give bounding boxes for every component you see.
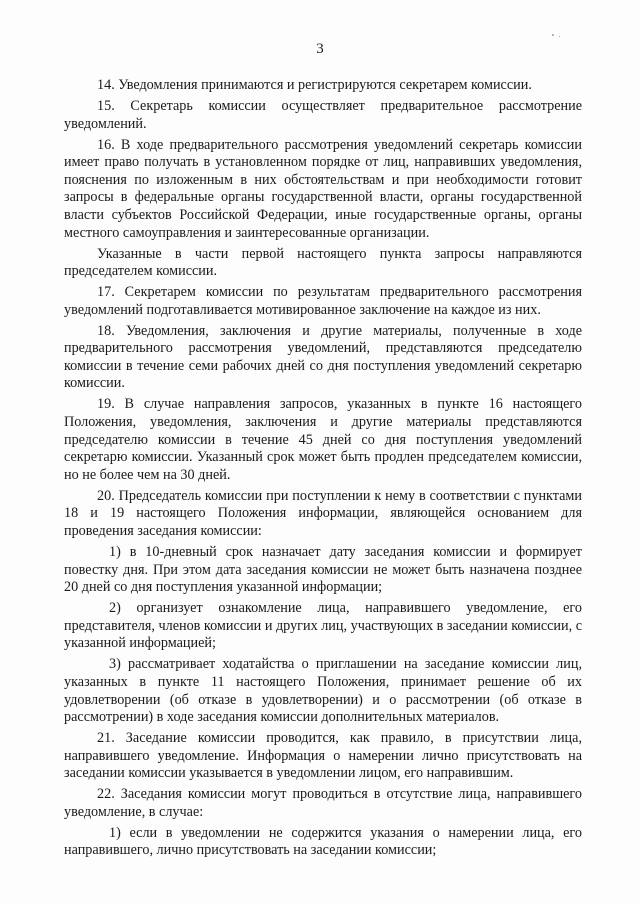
paragraph-16-part-2: Указанные в части первой настоящего пункта запросы направляются председателем комиссии.	[64, 245, 582, 280]
paragraph-17: 17. Секретарем комиссии по результатам предварительного рассмотрения уведомлений подготавливается мотивированное заключение на каждое из них.	[64, 284, 582, 318]
scan-speck	[552, 34, 554, 36]
paragraph-15: 15. Секретарь комиссии осуществляет предварительное рассмотрение уведомлений.	[64, 97, 582, 132]
paragraph-14: 14. Уведомления принимаются и регистрируются секретарем комиссии.	[97, 77, 532, 93]
page-number: 3	[316, 41, 324, 57]
scan-speck	[559, 36, 560, 37]
paragraph-20-item-2: 2) организует ознакомление лица, направившего уведомление, его представителя, членов комиссии и других лиц, участвующих в заседании комиссии, с указанной информацией;	[64, 600, 582, 652]
paragraph-21: 21. Заседание комиссии проводится, как правило, в присутствии лица, направившего уведомление. Информация о намерении лично присутствовать на заседании комиссии указывается в уведомлении лицом, его направившим.	[64, 730, 582, 782]
paragraph-16: 16. В ходе предварительного рассмотрения уведомлений секретарь комиссии имеет право получать в установленном порядке от лиц, направивших уведомления, пояснения по изложенным в них обстоятельствам и при необходимости готовит запросы в федеральные органы государственной власти, органы государственной власти субъектов Российской Федерации, иные государственные органы, органы местного самоуправления и заинтересованные организации.	[64, 136, 582, 241]
paragraph-18: 18. Уведомления, заключения и другие материалы, полученные в ходе предварительного рассмотрения уведомлений, представляются председателю комиссии в течение семи рабочих дней со дня поступления уведомлений секретарю комиссии.	[64, 322, 582, 392]
paragraph-22-item-1: 1) если в уведомлении не содержится указания о намерении лица, его направившего, лично присутствовать на заседании комиссии;	[64, 824, 582, 859]
document-body	[64, 77, 582, 863]
paragraph-19: 19. В случае направления запросов, указанных в пункте 16 настоящего Положения, уведомления, заключения и другие материалы представляются председателю комиссии в течение 45 дней со дня поступления уведомлений секретарю комиссии. Указанный срок может быть продлен председателем комиссии, но не более чем на 30 дней.	[64, 396, 582, 483]
paragraph-20-item-3: 3) рассматривает ходатайства о приглашении на заседание комиссии лиц, указанных в пункте 11 настоящего Положения, принимает решение об их удовлетворении (об отказе в удовлетворении) и о рассмотрении (об отказе в рассмотрении) в ходе заседания комиссии дополнительных материалов.	[64, 656, 582, 726]
paragraph-20-item-1: 1) в 10-дневный срок назначает дату заседания комиссии и формирует повестку дня. При этом дата заседания комиссии не может быть назначена позднее 20 дней со дня поступления указанной информации;	[64, 543, 582, 596]
paragraph-22: 22. Заседания комиссии могут проводиться в отсутствие лица, направившего уведомление, в случае:	[64, 786, 582, 820]
paragraph-20: 20. Председатель комиссии при поступлении к нему в соответствии с пунктами 18 и 19 настоящего Положения информации, являющейся основанием для проведения заседания комиссии:	[64, 487, 582, 539]
